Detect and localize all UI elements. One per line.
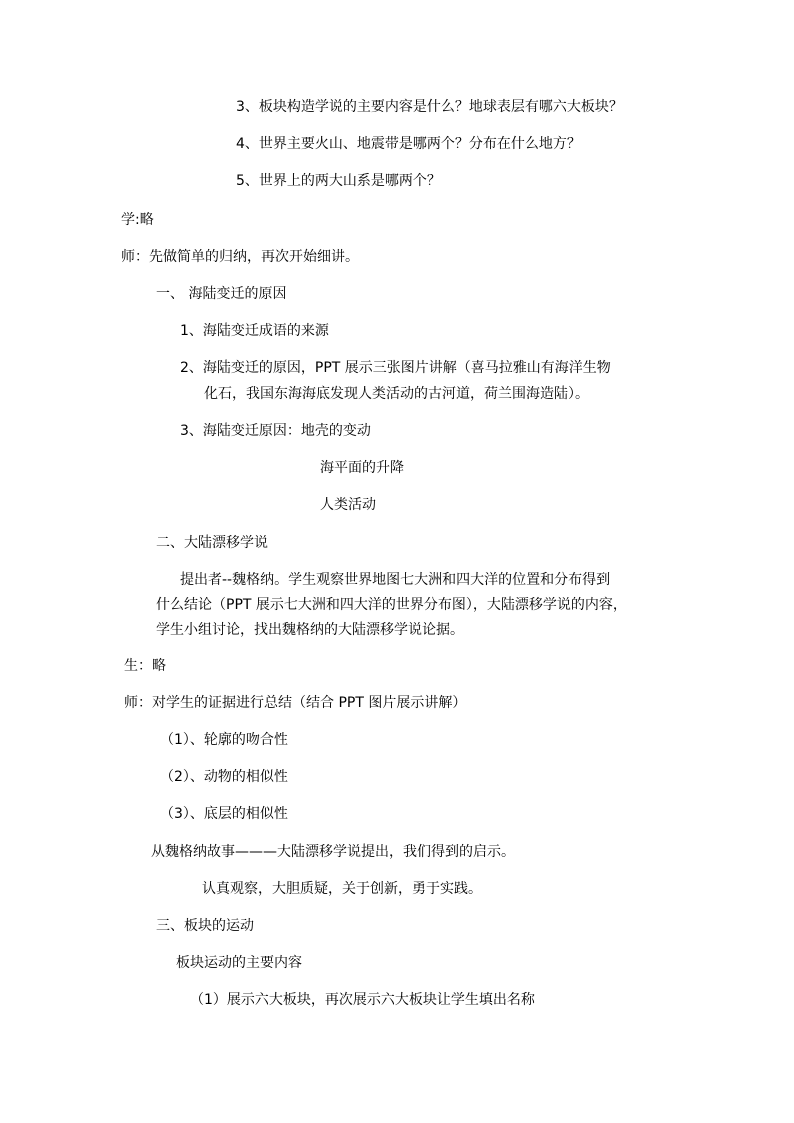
section-two-para-1: 提出者--魏格纳。学生观察世界地图七大洲和四大洋的位置和分布得到 [180,572,611,588]
question-4: 4、世界主要火山、地震带是哪两个？分布在什么地方？ [236,136,581,152]
section-two-para-2: 什么结论（PPT 展示七大洲和四大洋的世界分布图），大陆漂移学说的内容， [156,597,627,613]
question-3: 3、板块构造学说的主要内容是什么？地球表层有哪六大板块？ [236,99,623,115]
section-one-item-3: 3、海陆变迁原因：地壳的变动 [180,423,371,439]
wegener-inspiration: 认真观察，大胆质疑，关于创新，勇于实践。 [202,881,482,897]
section-three-subheading: 板块运动的主要内容 [176,955,302,971]
section-one-item-2-cont: 化石，我国东海海底发现人类活动的古河道，荷兰围海造陆）。 [204,386,589,402]
teacher-summary-2: 师：对学生的证据进行总结（结合 PPT 图片展示讲解） [124,695,467,711]
student-reply: 学:略 [121,212,154,228]
evidence-2: （2）、动物的相似性 [160,769,288,785]
student-reply-2: 生：略 [124,658,166,674]
section-two-para-3: 学生小组讨论，找出魏格纳的大陆漂移学说论据。 [156,622,464,638]
evidence-1: （1）、轮廓的吻合性 [160,732,288,748]
section-one-heading: 一、 海陆变迁的原因 [156,286,287,302]
cause-sea-level: 海平面的升降 [320,460,404,476]
section-three-heading: 三、板块的运动 [156,918,254,934]
wegener-lesson: 从魏格纳故事———大陆漂移学说提出，我们得到的启示。 [151,844,515,860]
section-three-item-1: （1）展示六大板块，再次展示六大板块让学生填出名称 [190,992,535,1008]
section-one-item-2: 2、海陆变迁的原因，PPT 展示三张图片讲解（喜马拉雅山有海洋生物 [180,360,611,376]
question-5: 5、世界上的两大山系是哪两个？ [236,173,441,189]
evidence-3: （3）、底层的相似性 [160,806,288,822]
section-one-item-1: 1、海陆变迁成语的来源 [180,323,329,339]
cause-human-activity: 人类活动 [320,497,376,513]
section-two-heading: 二、大陆漂移学说 [156,535,268,551]
teacher-summary: 师：先做简单的归纳，再次开始细讲。 [121,249,359,265]
